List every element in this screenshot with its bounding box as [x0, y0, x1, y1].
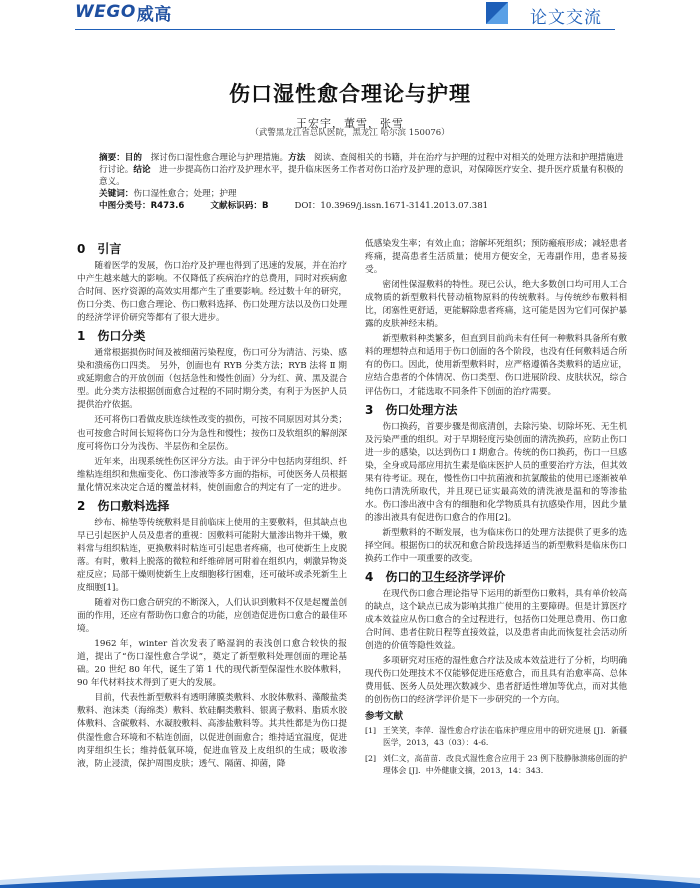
section-2-heading: 2 伤口敷料选择: [77, 498, 170, 513]
section-0-paragraph: 随着医学的发展，伤口治疗及护理也得到了迅速的发展，并在治疗中产生越来越大的影响。不仅降低了疾病治疗的总费用，同时对疾病愈合时间、医疗资源的高效实用都产生了重要影响。经过数十年的研究，伤口分类、伤口愈合理论、伤口敷料选择、伤口处理方法以及伤口处理的经济学评价研究等都有了很大进步。: [77, 261, 347, 324]
section-3-paragraph: 伤口换药，首要步骤是彻底清创，去除污染、切除坏死、无生机及污染严重的组织。对于早期轻度污染创面的清洗换药，应防止伤口进一步的感染，以达到伤口 Ⅰ 期愈合。传统的伤口换药，伤口一旦感染，全身或局部应用抗生素是临床医护人员的重要治疗方法，但其效果有待考证。现在，慢性伤口中抗菌液和抗氯酸盐的使用已逐渐被单纯伤口清洗所取代，并且现已证实最高效的清洗液是温和的等渗盐水。伤口渗出液中含有的细胞和化学物质具有抗感染作用，因此少量的渗出液具有促进伤口愈合的作用[2]。: [365, 421, 627, 523]
section-1-heading: 1 伤口分类: [77, 329, 146, 344]
paper-title: 伤口湿性愈合理论与护理: [229, 82, 471, 106]
section-2-paragraph: 密闭性保湿敷料的特性。现已公认，绝大多数创口均可用人工合成物质的新型敷料代替动植物原料的传统敷料。与传统纱布敷料相比，闭塞性更舒适，更能解除患者疼痛，这可能是因为它们可保护暴露的皮肤神经末梢。: [365, 280, 627, 330]
section-4-paragraph: 多项研究对压疮的湿性愈合疗法及成本效益进行了分析，均明确现代伤口处理技术不仅能够促进压疮愈合，而且具有治愈率高、总体费用低、医务人员处理次数减少、患者舒适性增加等优点，而对其他的创伤伤口的经济学评价是下一步研究的一个方向。: [365, 656, 627, 706]
references-heading: 参考文献: [365, 710, 404, 722]
section-3-heading: 3 伤口处理方法: [365, 402, 458, 417]
section-label: 论文交流: [530, 8, 602, 28]
objective-text: 探讨伤口湿性愈合理论与护理措施。: [150, 153, 289, 163]
method-text: 阅读、查阅相关的书籍，并在治疗与护理的过程中对相关的处理方法和护理措施进行讨论。: [99, 153, 624, 175]
keywords-label: 关键词：: [99, 189, 134, 199]
section-2-paragraph: 1962 年，winter 首次发表了略湿润的表浅创口愈合较快的报道，提出了“伤口湿性愈合学说”，奠定了新型敷料处理创面的理论基础。20 世纪 80 年代，诞生了第 1 代的现代新型保湿性水胶体敷料，90 年代材料技术得到了更大的发展。: [77, 639, 347, 689]
abstract-label: 摘要：: [99, 153, 125, 163]
section-1-paragraph: 还可将伤口看做皮肤连续性改变的损伤，可按不同原因对其分类；也可按愈合时间长短将伤口分为急性和慢性；按伤口及软组织的解剖深度可将伤口分为浅伤、半层伤和全层伤。: [77, 415, 347, 452]
section-2-continued: 低感染发生率；有效止血；溶解坏死组织；预防瘢痕形成；减轻患者疼痛，提高患者生活质量；使用方便安全，无毒副作用，患者易接受。: [365, 239, 627, 276]
paper-affiliation: （武警黑龙江省总队医院，黑龙江 哈尔滨 150076）: [250, 128, 450, 138]
logo-latin: WEGO: [75, 2, 136, 22]
method-label: 方法: [288, 153, 306, 163]
conclusion-label: 结论: [133, 165, 151, 175]
right-column: [365, 238, 627, 781]
conclusion-text: 进一步提高伤口治疗及护理水平，提升临床医务工作者对伤口治疗及护理的意识，对保障医疗安全、提升医疗质量有积极的意义。: [99, 165, 624, 187]
reference-item: [365, 725, 627, 750]
doi: DOI：10.3969/j.issn.1671-3141.2013.07.381: [294, 201, 489, 211]
section-3-paragraph: 新型敷料的不断发展，也为临床伤口的处理方法提供了更多的选择空间。根据伤口的状况和愈合阶段选择适当的新型敷料是临床伤口换药工作中一项重要的改变。: [365, 527, 627, 565]
reference-item: [365, 753, 627, 778]
abstract: [99, 152, 624, 212]
section-1-paragraph: 近年来，出现系统性伤区评分方法。由于评分中包括肉芽组织、纤维粘连组织和焦痂变化、伤口渗液等多方面的指标，可使医务人员根据量化情况来决定合适的覆盖材料，使创面愈合的判定有了一定的进步。: [77, 456, 347, 493]
reference-number: [1]: [365, 725, 377, 735]
section-4-paragraph: 在现代伤口愈合理论指导下运用的新型伤口敷料，具有单价较高的缺点，这个缺点已成为影响其推广使用的主要障碍。但是计算医疗成本效益应从伤口愈合的全过程进行，包括伤口处理总费用、伤口愈合时间、患者住院日程等直接效益，以及患者由此而恢复社会活动所创造的价值等隐性效益。: [365, 589, 627, 652]
reference-text: 刘仁文，高苗苗．改良式湿性愈合应用于 23 例下肢静脉溃疡创面的护理体会 [J]．中外健康文摘，2013，14：343.: [383, 753, 627, 776]
classification-row: [99, 200, 624, 212]
footer-wave-decoration: [0, 858, 700, 888]
section-1-paragraph: 通常根据损伤时间及被细菌污染程度，伤口可分为清洁、污染、感染和溃疡伤口四类。 另外，创面也有 RYB 分类方法；RYB 法将 Ⅱ 期或延期愈合的开放创面（包括急性和慢性创面）分为红、黄、黑及混合型。此分类方法根据创面愈合过程的不同时期分类，有利于为医护人员提供治疗依据。: [77, 348, 347, 411]
reference-number: [2]: [365, 753, 377, 763]
document-code: 文献标识码：B: [210, 201, 269, 211]
section-2-paragraph: 随着对伤口愈合研究的不断深入，人们认识到敷料不仅是起覆盖创面的作用，还应有帮助伤口愈合的功能，应创造促进伤口愈合的最佳环境。: [77, 598, 347, 635]
section-2-paragraph: 纱布、棉垫等传统敷料是目前临床上使用的主要敷料，但其缺点也早已引起医护人员及患者的重视：因敷料可能附大量渗出物并干燥，敷料常与组织粘连，更换敷料时粘连可引起患者疼痛，也可使新生上皮脱落。有时，敷料上脱落的微粒和纤维碎屑可附着在组织内，刺激异物炎症反应；局部干燥则使新生上皮细胞移行困难，还可破坏或杀死新生上皮细胞[1]。: [77, 517, 347, 593]
clc-code: 中图分类号：R473.6: [99, 201, 185, 211]
section-4-heading: 4 伤口的卫生经济学评价: [365, 570, 506, 585]
objective-label: 目的: [124, 153, 142, 163]
logo-chinese: 威高: [136, 4, 172, 25]
reference-text: 王笑笑，李萍．湿性愈合疗法在临床护理应用中的研究进展 [J]．新疆医学，2013，43（03）：4-6.: [383, 725, 627, 748]
keywords-text: 伤口湿性愈合；处理；护理: [133, 189, 237, 199]
wego-logo: [75, 0, 172, 24]
paper-authors: 王宏宇，董雪，张雪: [296, 117, 404, 130]
left-column: [77, 238, 347, 773]
section-icon: [486, 2, 508, 24]
section-0-heading: 0 引言: [77, 242, 122, 256]
section-2-paragraph: 新型敷料种类繁多，但直到目前尚未有任何一种敷料具备所有敷料的理想特点和适用于伤口创面的各个阶段，也没有任何敷料适合所有的伤口。因此，使用新型敷料时，应严格遵循各类敷料的适应证，应结合患者的个体情况、伤口类型、伤口进展阶段、皮肤状况，综合评估伤口，才能选取不同条件下创面的治疗需要。: [365, 334, 627, 397]
header-divider: [75, 29, 615, 30]
section-2-paragraph: 目前，代表性新型敷料有透明薄膜类敷料、水胶体敷料、藻酸盐类敷料、泡沫类（海绵类）敷料、软硅酮类敷料、银离子敷料、脂质水胶体敷料、含碳敷料、水凝胶敷料、高渗盐敷料等。其共性都是为伤口提供湿性愈合环境和不粘连创面，以促进创面愈合；维持适宜温度，促进肉芽组织生长；维持低氧环境，促进血管及上皮组织的生成；吸收渗液，防止浸渍，保护周围皮肤；透气、隔菌、抑菌，降: [77, 693, 347, 769]
